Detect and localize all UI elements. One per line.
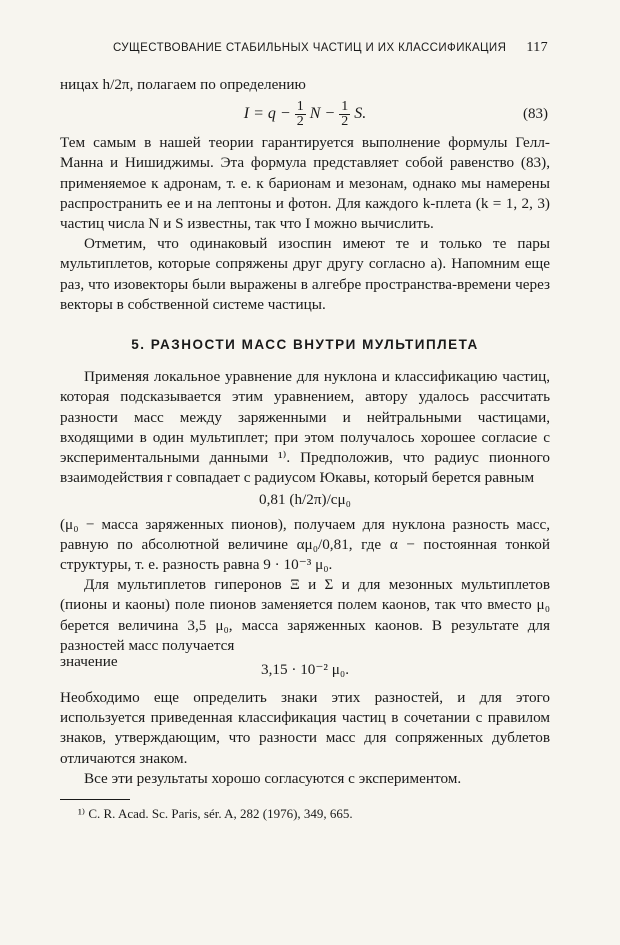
page-number: 117 xyxy=(526,40,548,55)
page-body xyxy=(60,75,550,822)
paragraph-conclusion: Все эти результаты хорошо согласуются с экспериментом. xyxy=(84,769,462,787)
formula-radius: 0,81 (h/2π)/cμ₀ xyxy=(259,491,351,509)
paragraph-signs: Необходимо еще определить знаки этих разностей, и для этого используется приведенная классификация частиц в сочетании с правилом знаков, утверждающим, что разности масс для сопряженных дублетов отличаются знаком. xyxy=(60,689,550,767)
paragraph-isospin: Отметим, что одинаковый изоспин имеют те и только те пары мультиплетов, которые сопряжены друг другу согласно а). Напомним еще раз, что изовекторы были выражены в алгебре пространства-времени через векторы в собственной системе частицы. xyxy=(60,235,550,313)
running-header xyxy=(78,40,548,56)
value-line xyxy=(60,653,550,679)
eq-fraction-2 xyxy=(339,100,350,129)
value-label: значение xyxy=(60,653,118,671)
paragraph-mass-differences: Применяя локальное уравнение для нуклона и классификацию частиц, которая подсказывается этим уравнением, автору удалось рассчитать разности масс между заряженными и нейтральными частицами, входящими в один мультиплет; при этом получалось хорошее согласие с экспериментальными данными ¹⁾. Предположив, что радиус пионного взаимодействия r совпадает с радиусом Юкавы, который берется равным xyxy=(60,368,550,487)
eq-rhs: S. xyxy=(354,105,367,123)
footnote-divider xyxy=(60,799,130,800)
eq-mid: N − xyxy=(309,105,336,123)
eq-lhs: I = q − xyxy=(243,105,291,123)
eq-frac1-den: 2 xyxy=(296,114,304,130)
equation-number: (83) xyxy=(523,106,548,123)
paragraph-nucleon: (μ₀ − масса заряженных пионов), получаем для нуклона разность масс, равную по абсолютной величине αμ₀/0,81, где α − постоянная тонкой структуры, т. е. разность равна 9 · 10⁻³ μ₀. xyxy=(60,515,550,574)
section-title: 5. РАЗНОСТИ МАСС ВНУТРИ МУЛЬТИПЛЕТА xyxy=(131,337,479,353)
footnote: ¹⁾ C. R. Acad. Sc. Paris, sér. A, 282 (1976), 349, 665. xyxy=(78,806,353,822)
eq-frac1-num: 1 xyxy=(296,99,304,115)
formula-value: 3,15 · 10⁻² μ₀. xyxy=(260,661,350,679)
equation-83 xyxy=(60,95,550,133)
eq-frac2-num: 1 xyxy=(341,99,349,115)
paragraph-hyperons: Для мультиплетов гиперонов Ξ и Σ и для мезонных мультиплетов (пионы и каоны) поле пионов заменяется полем каонов, так что вместо μ₀ берется величина 3,5 μ₀, масса заряженных каонов. В результате для разностей масс получается xyxy=(60,576,550,654)
running-title: СУЩЕСТВОВАНИЕ СТАБИЛЬНЫХ ЧАСТИЦ И ИХ КЛАССИФИКАЦИЯ xyxy=(112,42,507,54)
paragraph-intro: ницах h/2π, полагаем по определению xyxy=(60,76,306,93)
eq-fraction-1 xyxy=(295,100,306,129)
paragraph-gell-mann: Тем самым в нашей теории гарантируется выполнение формулы Гелл-Манна и Нишиджимы. Эта формула представляет собой равенство (83), применяемое к адронам, т. е. к барионам и мезонам, однако мы намерены распространить ее и на лептоны и фотон. Для каждого k-плета (k = 1, 2, 3) частиц числа N и S известны, так что I можно вычислить. xyxy=(60,134,550,233)
eq-frac2-den: 2 xyxy=(341,114,349,130)
